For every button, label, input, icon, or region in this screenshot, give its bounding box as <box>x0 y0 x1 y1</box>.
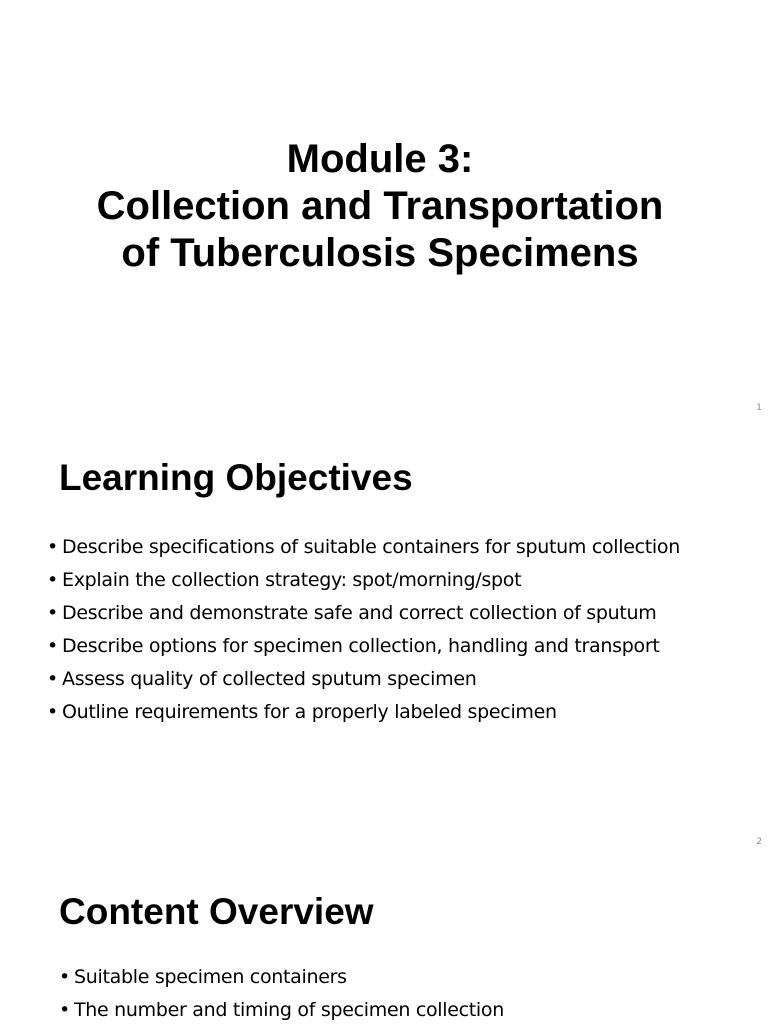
bullet-icon: • <box>47 536 58 558</box>
overview-list <box>59 963 504 1029</box>
list-item-text: Outline requirements for a properly labeled specimen <box>62 701 557 723</box>
slide-number: 2 <box>756 837 762 847</box>
module-title <box>0 136 760 277</box>
module-title-line: Collection and Transportation <box>96 184 664 228</box>
list-item <box>47 665 680 698</box>
list-item <box>59 996 504 1029</box>
list-item <box>47 566 680 599</box>
bullet-icon: • <box>59 966 70 988</box>
bullet-icon: • <box>47 569 58 591</box>
list-item-text: Describe and demonstrate safe and correct collection of sputum <box>62 602 657 624</box>
list-item-text: The number and timing of specimen collection <box>74 999 504 1021</box>
bullet-icon: • <box>47 701 58 723</box>
objectives-list <box>47 533 680 731</box>
bullet-icon: • <box>59 999 70 1021</box>
list-item <box>47 632 680 665</box>
list-item-text: Describe specifications of suitable containers for sputum collection <box>62 536 680 558</box>
list-item <box>59 963 504 996</box>
slide-heading: Learning Objectives <box>59 457 413 498</box>
list-item-text: Explain the collection strategy: spot/morning/spot <box>62 569 522 591</box>
slide-number: 1 <box>756 403 762 413</box>
bullet-icon: • <box>47 602 58 624</box>
list-item-text: Assess quality of collected sputum specimen <box>62 668 477 690</box>
list-item <box>47 599 680 632</box>
bullet-icon: • <box>47 635 58 657</box>
slide-heading: Content Overview <box>59 891 374 932</box>
list-item-text: Suitable specimen containers <box>74 966 347 988</box>
slide-2 <box>0 434 768 868</box>
list-item <box>47 698 680 731</box>
slide-3 <box>0 868 768 1024</box>
list-item <box>47 533 680 566</box>
module-title-line: of Tuberculosis Specimens <box>121 231 639 275</box>
list-item-text: Describe options for specimen collection, handling and transport <box>62 635 660 657</box>
bullet-icon: • <box>47 668 58 690</box>
slide-1 <box>0 0 768 434</box>
module-title-line: Module 3: <box>286 137 474 181</box>
